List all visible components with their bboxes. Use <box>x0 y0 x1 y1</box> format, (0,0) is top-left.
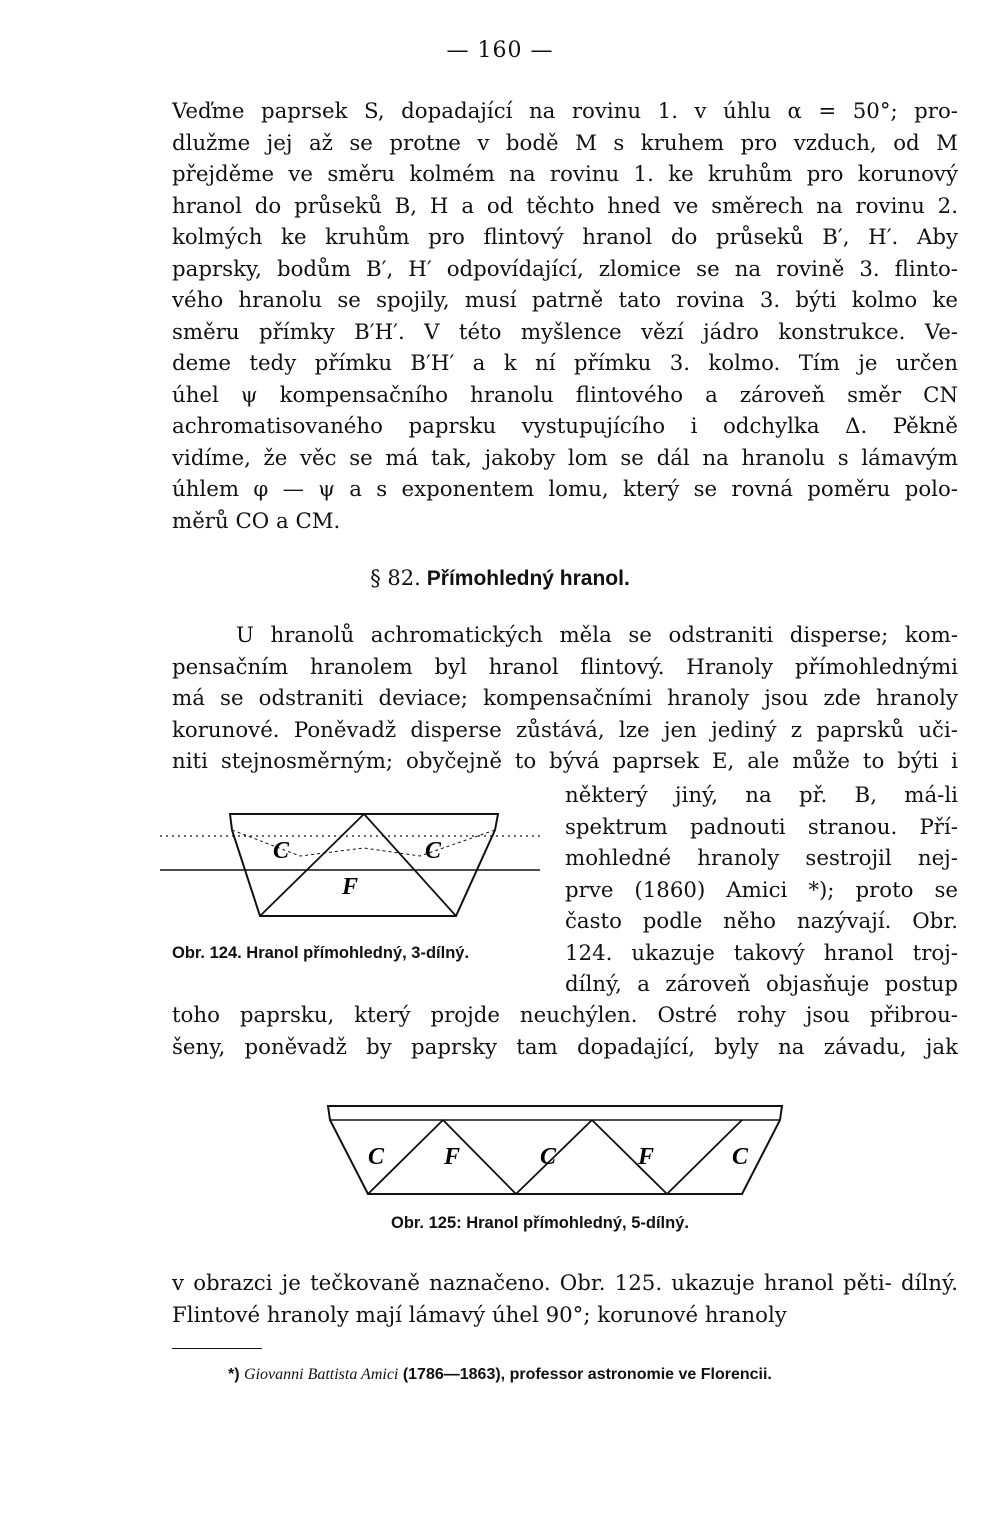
text-line: spektrum padnouti stranou. Pří- <box>565 814 958 840</box>
text-line: často podle něho nazývají. Obr. <box>565 909 958 934</box>
figure-124-prism-diagram <box>160 808 540 928</box>
footnote-divider <box>172 1348 262 1349</box>
figure-124-caption: Obr. 124. Hranol přímohledný, 3-dílný. <box>172 944 470 962</box>
prism-divider <box>592 1120 667 1194</box>
text-line: niti stejnosměrným; obyčejně to bývá paprsek E, ale může to býti i <box>172 749 958 774</box>
text-line: směru přímky B′H′. V této myšlence vězí jádro konstrukce. Ve- <box>172 319 958 345</box>
prism-label: F <box>444 1144 461 1170</box>
text-line: šeny, poněvadž by paprsky tam dopadající, byly na závadu, jak <box>172 1034 958 1060</box>
prism-label: C <box>273 838 290 864</box>
text-line: achromatisovaného paprsku vystupujícího i odchylka Δ. Pěkně <box>172 414 958 439</box>
footnote-marker: *) <box>228 1366 240 1383</box>
text-line: 124. ukazuje takový hranol troj- <box>565 940 958 966</box>
text-line: dílný. Flintové hranoly mají lámavý úhel 90°; korunové hranoly <box>172 1271 958 1328</box>
text-line: má se odstraniti deviace; kompensačními hranoly jsou zde hranoly <box>172 686 958 711</box>
text-line: mohledné hranoly sestrojil nej- <box>565 846 958 871</box>
text-line: hranol do průseků B, H a od těchto hned ve směrech na rovinu 2. <box>172 193 958 219</box>
text-line: úhlem φ — ψ a s exponentem lomu, který se rovná poměru polo- <box>172 477 958 502</box>
prism-outline <box>230 814 498 916</box>
text-line: deme tedy přímku B′H′ a k ní přímku 3. kolmo. Tím je určen <box>172 351 958 376</box>
footnote-name: Giovanni Battista Amici <box>244 1366 399 1383</box>
prism-label: F <box>638 1144 655 1170</box>
text-line: korunové. Poněvadž disperse zůstává, lze jen jediný z paprsků uči- <box>172 717 958 743</box>
dotted-ray-path <box>232 830 495 856</box>
prism-divider <box>667 1120 742 1194</box>
text-line: prve (1860) Amici *); proto se <box>565 877 958 903</box>
text-line: Veďme paprsek S, dopadající na rovinu 1. v úhlu α = 50°; pro- <box>172 99 958 124</box>
paragraph-2-end <box>172 1000 958 1063</box>
text-line: vého hranolu se spojily, musí patrně tato rovina 3. býti kolmo ke <box>172 288 958 313</box>
prism-label: C <box>425 838 442 864</box>
text-line: U hranolů achromatických měla se odstraniti disperse; kom- <box>236 623 958 648</box>
section-title: Přímohledný hranol. <box>426 567 630 590</box>
text-line: vidíme, že věc se má tak, jakoby lom se dál na hranolu s lámavým <box>172 445 958 471</box>
prism-label: C <box>368 1144 385 1170</box>
text-line: přejděme ve směru kolmém na rovinu 1. ke kruhům pro korunový <box>172 162 958 187</box>
text-line: paprsky, bodům B′, H′ odpovídající, zlomice se na rovině 3. flinto- <box>172 256 958 282</box>
section-number: § 82. <box>370 566 421 590</box>
text-line: pensačním hranolem byl hranol flintový. Hranoly přímohlednými <box>172 654 958 680</box>
text-line: měrů CO a CM. <box>172 508 341 534</box>
paragraph-3 <box>172 1268 958 1331</box>
paragraph-2 <box>172 620 958 778</box>
paragraph-1 <box>172 96 958 537</box>
text-line: toho paprsku, který projde neuchýlen. Ostré rohy jsou přibrou- <box>172 1003 958 1028</box>
text-line: dílný, a zároveň objasňuje postup <box>565 972 958 997</box>
prism-divider <box>364 814 456 916</box>
paragraph-2-wrapped <box>565 780 958 1001</box>
figure-125-caption: Obr. 125: Hranol přímohledný, 5-dílný. <box>391 1214 689 1232</box>
footnote <box>228 1366 772 1384</box>
text-line: kolmých ke kruhům pro flintový hranol do průseků B′, H′. Aby <box>172 225 958 250</box>
prism-label: F <box>342 874 359 900</box>
prism-label: C <box>540 1144 557 1170</box>
prism-divider <box>260 814 364 916</box>
text-line: některý jiný, na př. B, má-li <box>565 783 958 808</box>
page-number: — 160 — <box>446 38 554 63</box>
section-heading <box>0 566 1000 591</box>
text-line: v obrazci je tečkovaně naznačeno. Obr. 125. ukazuje hranol pěti- <box>172 1271 892 1296</box>
text-line: dlužme jej až se protne v bodě M s kruhem pro vzduch, od M <box>172 130 958 156</box>
figure-125-prism-diagram <box>320 1100 790 1200</box>
prism-label: C <box>732 1144 749 1170</box>
footnote-text: (1786—1863), professor astronomie ve Florencii. <box>402 1366 772 1383</box>
text-line: úhel ψ kompensačního hranolu flintového a zároveň směr CN <box>172 382 958 408</box>
